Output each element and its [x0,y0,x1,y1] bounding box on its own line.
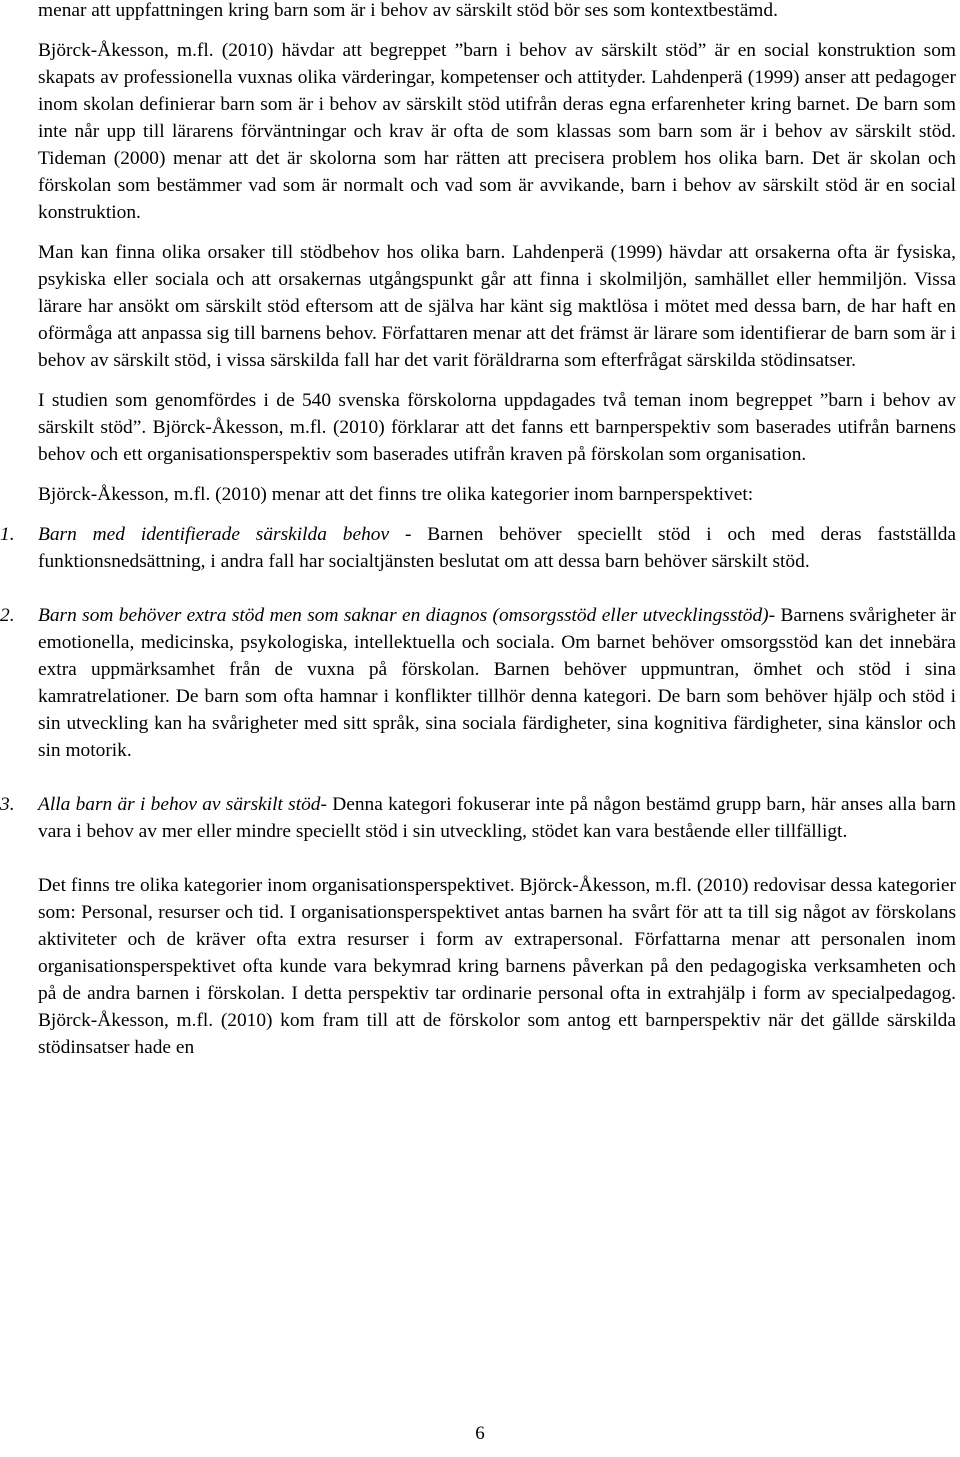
list-heading-1: Barn med identifierade särskilda behov [38,524,390,545]
page-number: 6 [475,1423,485,1444]
list-number-1: 1. [0,524,15,545]
list-text-1: - Barnen behöver speciellt stöd i och med deras fastställda funktionsnedsättning, i andra fall har socialtjänsten beslutat om att dessa barn behöver särskilt stöd. [38,524,957,572]
list-number-2: 2. [0,605,15,626]
list-heading-2: Barn som behöver extra stöd men som saknar en diagnos (omsorgsstöd eller utvecklingsstöd)- [38,605,776,626]
paragraph-2: Björck-Åkesson, m.fl. (2010) hävdar att begreppet ”barn i behov av särskilt stöd” är en social konstruktion som skapats av professionella vuxnas olika värderingar, kompetenser och attityder. Lahdenperä (1999) anser att pedagoger inom skolan definierar barn som är i behov av särskilt stöd utifrån deras egna erfarenheter kring barnet. De barn som inte når upp till lärarens förväntningar och krav är ofta de som klassas som barn som är i behov av särskilt stöd. Tideman (2000) menar att det är skolorna som har rätten att precisera problem hos olika barn. Det är skolan och förskolan som bestämmer vad som är normalt och vad som är avvikande, barn i behov av särskilt stöd är en social konstruktion. [38,40,956,223]
paragraph-5: Björck-Åkesson, m.fl. (2010) menar att det finns tre olika kategorier inom barnperspektivet: [38,484,754,505]
paragraph-4: I studien som genomfördes i de 540 svenska förskolorna uppdagades två teman inom begreppet ”barn i behov av särskilt stöd”. Björck-Åkesson, m.fl. (2010) förklarar att det fanns ett barnperspektiv som baserades utifrån barnens behov och ett organisationsperspektiv som baserades utifrån kraven på förskolan som organisation. [38,390,956,465]
list-text-3: Denna kategori fokuserar inte på någon bestämd grupp barn, här anses alla barn vara i behov av mer eller mindre speciellt stöd i sin utveckling, stödet kan vara bestående eller tillfälligt. [38,794,956,842]
list-text-2: Barnens svårigheter är emotionella, medicinska, psykologiska, intellektuella och sociala. Om barnet behöver omsorgsstöd kan det innebära extra uppmärksamhet från de vuxna på förskolan. Barnen behöver uppmuntran, ömhet och stöd i sina kamratrelationer. De barn som ofta hamnar i konflikter tillhör denna kategori. De barn som behöver hjälp och stöd i sin utveckling kan ha svårigheter med sitt språk, sina sociala färdigheter, sina kognitiva färdigheter, sina känslor och sin motorik. [38,605,956,761]
list-item-2 [0,602,956,764]
list-item-1 [0,521,957,575]
paragraph-6: Det finns tre olika kategorier inom organisationsperspektivet. Björck-Åkesson, m.fl. (2010) redovisar dessa kategorier som: Personal, resurser och tid. I organisationsperspektivet antas barnen ha svårt för att ta till sig något av förskolans aktiviteter och de kräver ofta extra resurser i form av extrapersonal. Författarna menar att personalen inom organisationsperspektivet ofta kunde vara bekymrad kring barnens påverkan på den pedagogiska verksamheten och på de andra barnen i förskolan. I detta perspektiv tar ordinarie personal ofta in extrahjälp i form av specialpedagog. Björck-Åkesson, m.fl. (2010) kom fram till att de förskolor som antog ett barnperspektiv när det gällde särskilda stödinsatser hade en [38,875,956,1058]
list-number-3: 3. [0,794,15,815]
paragraph-3: Man kan finna olika orsaker till stödbehov hos olika barn. Lahdenperä (1999) hävdar att orsakerna ofta är fysiska, psykiska eller sociala och att orsakernas utgångspunkt går att finna i skolmiljön, samhället eller hemmiljön. Vissa lärare har ansökt om särskilt stöd eftersom att de själva har känt sig maktlösa i mötet med dessa barn, de har haft en oförmåga att anpassa sig till barnens behov. Författaren menar att det främst är lärare som identifierar de barn som är i behov av särskilt stöd, i vissa särskilda fall har det varit föräldrarna som efterfrågat särskilda stödinsatser. [38,242,956,371]
list-heading-3: Alla barn är i behov av särskilt stöd- [38,794,327,815]
paragraph-1: menar att uppfattningen kring barn som är i behov av särskilt stöd bör ses som kontextbestämd. [38,0,778,21]
list-item-3 [0,791,956,845]
